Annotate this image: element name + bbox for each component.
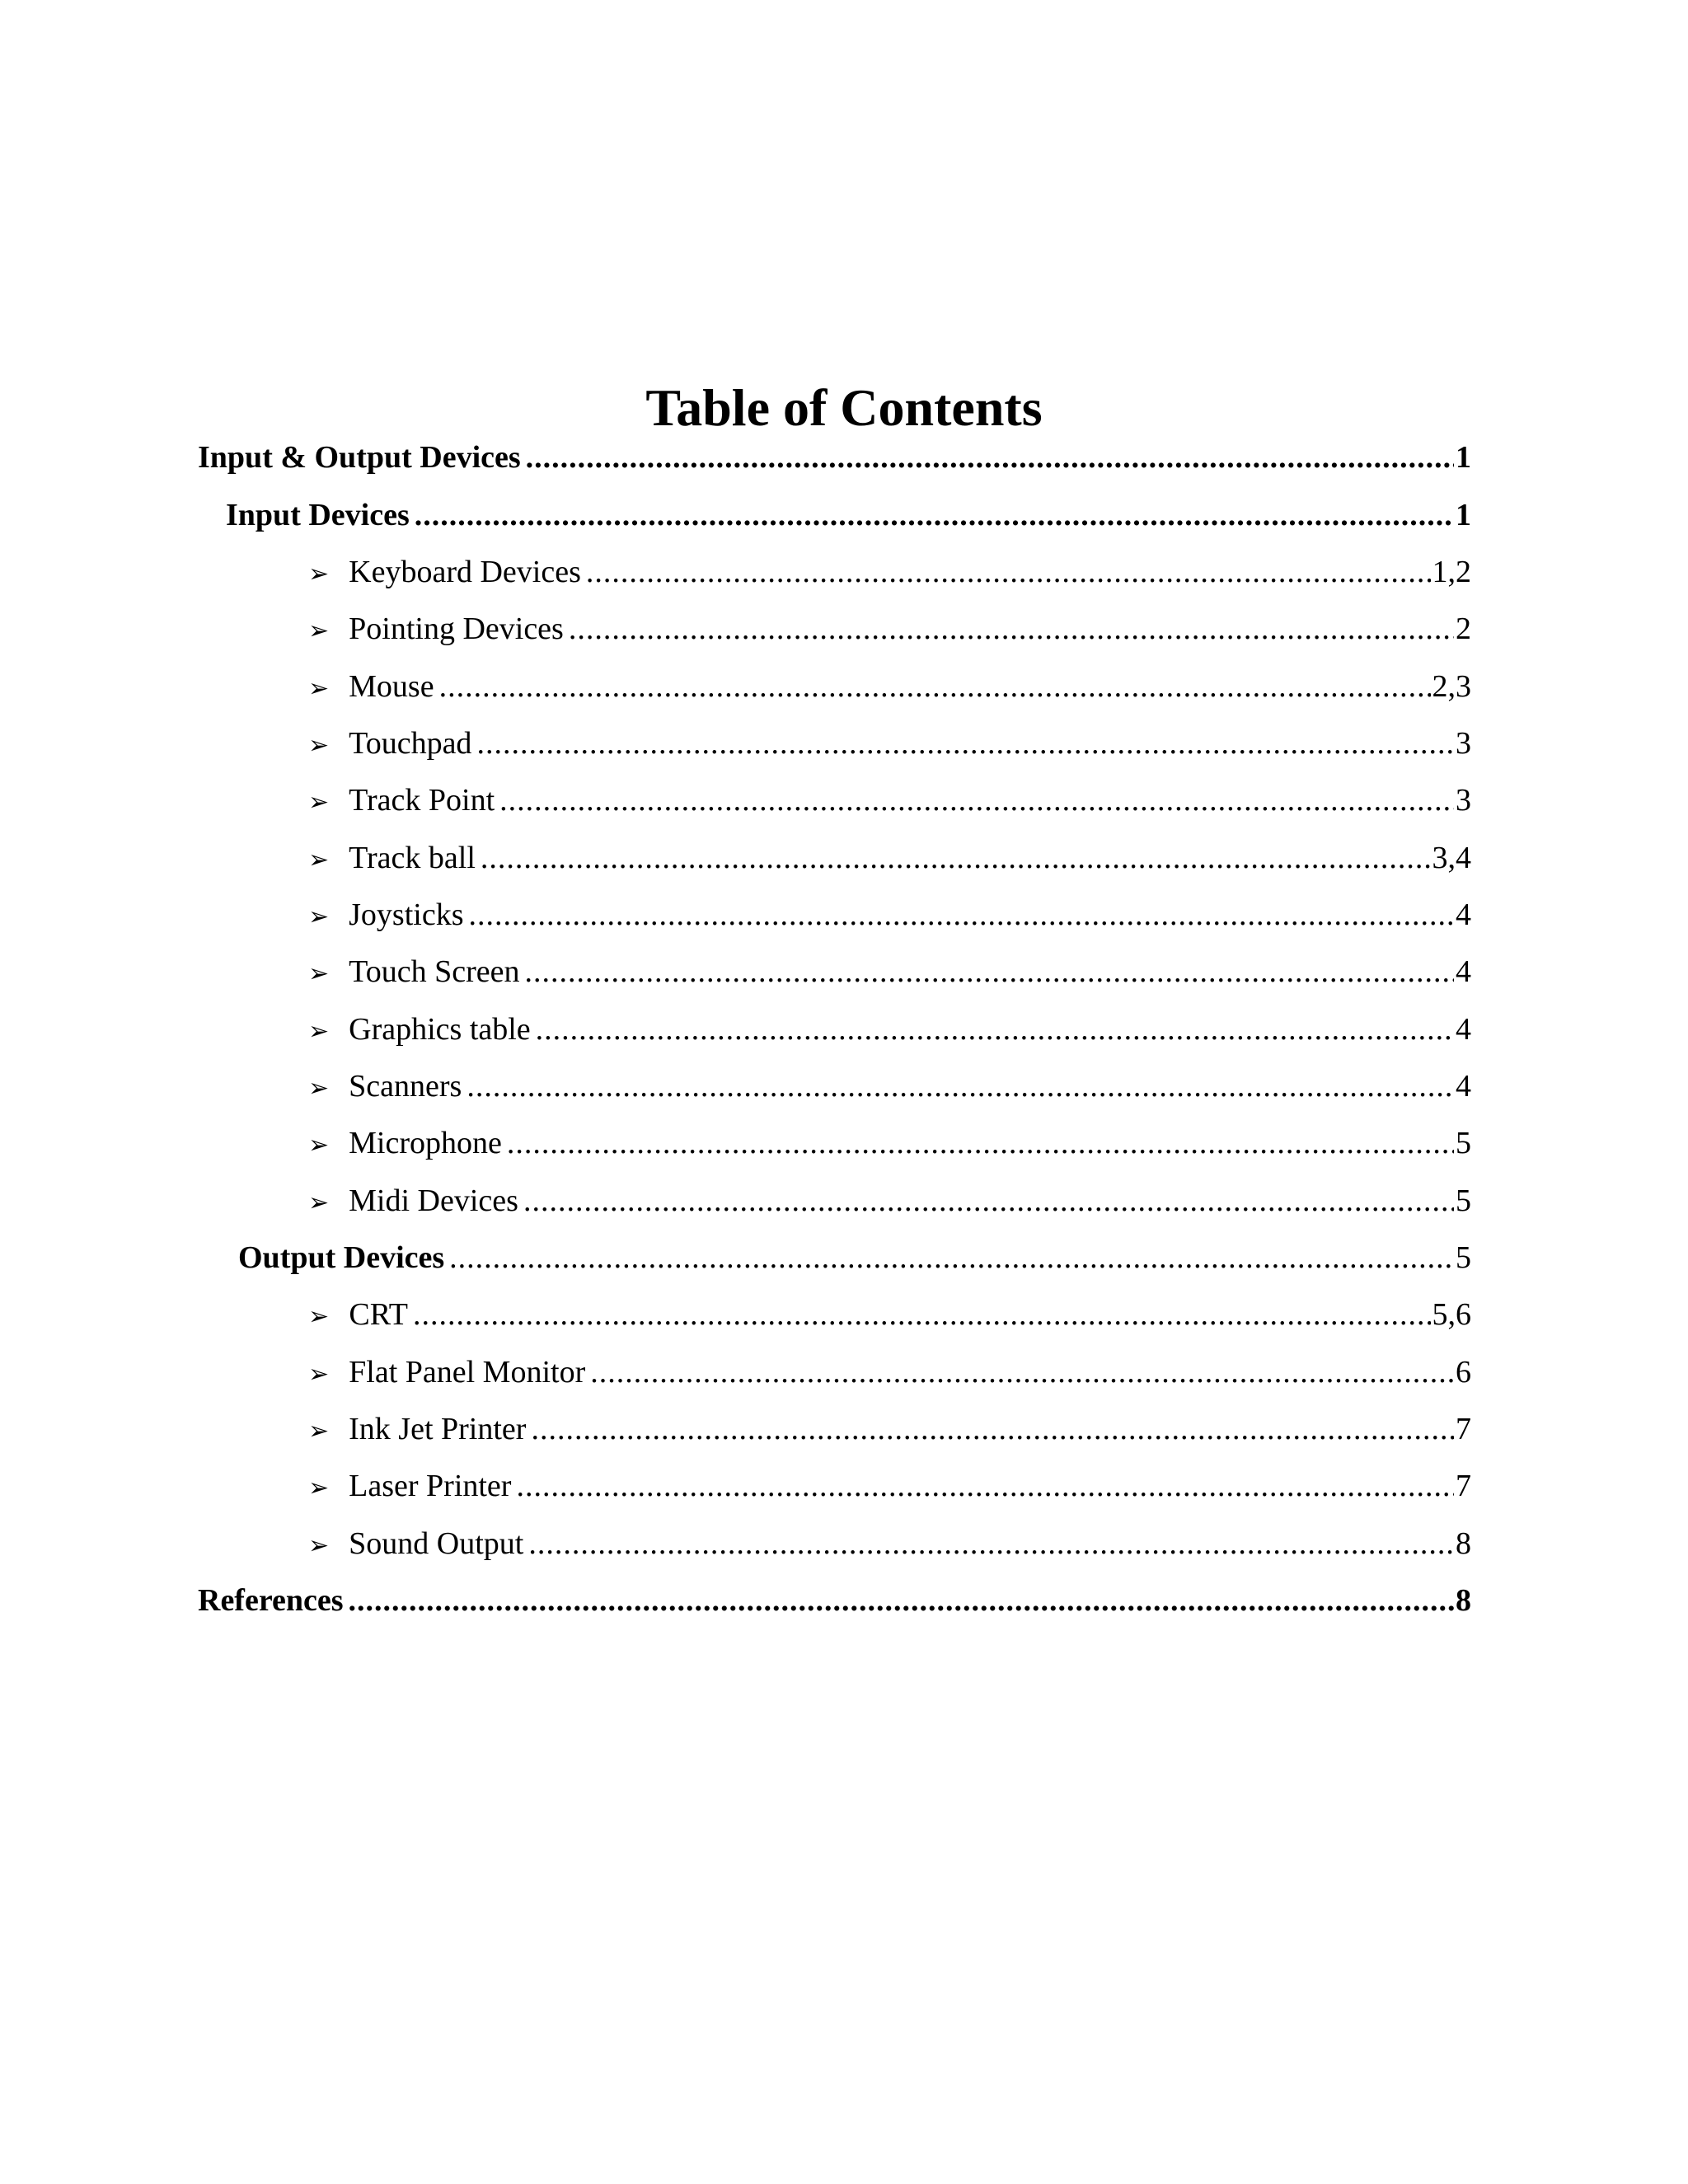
toc-entry-page: 1,2 — [1432, 555, 1471, 589]
toc-entry-keyboard-devices[interactable] — [308, 547, 1471, 597]
toc-entry-label: Touch Screen — [349, 954, 520, 989]
toc-entry-page: 3,4 — [1432, 841, 1471, 875]
toc-entry-page: 2,3 — [1432, 669, 1471, 704]
arrow-bullet-icon: ➢ — [308, 1531, 330, 1560]
arrow-bullet-icon: ➢ — [308, 1302, 330, 1331]
toc-entry-input-devices[interactable] — [226, 490, 1471, 540]
toc-entry-page: 1 — [1456, 440, 1471, 475]
toc-entry-pointing-devices[interactable] — [308, 604, 1471, 654]
arrow-bullet-icon: ➢ — [308, 1017, 330, 1046]
toc-entry-sound-output[interactable] — [308, 1519, 1471, 1568]
toc-entry-label: Joysticks — [349, 898, 464, 932]
toc-entry-flat-panel-monitor[interactable] — [308, 1347, 1471, 1397]
toc-entry-laser-printer[interactable] — [308, 1461, 1471, 1511]
arrow-bullet-icon: ➢ — [308, 1417, 330, 1446]
dot-leader — [481, 833, 1431, 883]
toc-entry-page: 4 — [1456, 1069, 1471, 1104]
toc-entry-page: 3 — [1456, 726, 1471, 761]
toc-entry-page: 7 — [1456, 1469, 1471, 1503]
toc-entry-label: References — [198, 1583, 344, 1618]
arrow-bullet-icon: ➢ — [308, 674, 330, 703]
toc-entry-label: Track Point — [349, 783, 495, 818]
dot-leader — [590, 1347, 1454, 1397]
dot-leader — [523, 1176, 1454, 1226]
dot-leader — [507, 1118, 1454, 1168]
toc-entry-mouse[interactable] — [308, 662, 1471, 711]
toc-entry-page: 2 — [1456, 612, 1471, 646]
toc-entry-label: Graphics table — [349, 1012, 531, 1047]
dot-leader — [413, 1290, 1430, 1339]
toc-entry-label: Mouse — [349, 669, 434, 704]
toc-entry-page: 6 — [1456, 1355, 1471, 1390]
arrow-bullet-icon: ➢ — [308, 560, 330, 588]
toc-entry-input-output-devices[interactable] — [198, 433, 1471, 482]
toc-entry-label: Touchpad — [349, 726, 472, 761]
arrow-bullet-icon: ➢ — [308, 902, 330, 931]
toc-entry-page: 5 — [1456, 1240, 1471, 1275]
toc-entry-page: 5,6 — [1432, 1297, 1471, 1332]
toc-entry-page: 8 — [1456, 1526, 1471, 1561]
dot-leader — [499, 776, 1454, 825]
arrow-bullet-icon: ➢ — [308, 846, 330, 874]
toc-entry-page: 7 — [1456, 1412, 1471, 1446]
arrow-bullet-icon: ➢ — [308, 616, 330, 645]
dot-leader — [586, 547, 1431, 597]
arrow-bullet-icon: ➢ — [308, 959, 330, 988]
toc-entry-track-ball[interactable] — [308, 833, 1471, 883]
toc-entry-label: Laser Printer — [349, 1469, 512, 1503]
toc-entry-graphics-table[interactable] — [308, 1005, 1471, 1054]
toc-entry-output-devices[interactable] — [238, 1233, 1471, 1282]
arrow-bullet-icon: ➢ — [308, 788, 330, 817]
dot-leader — [439, 662, 1431, 711]
dot-leader — [524, 947, 1454, 996]
toc-entry-label: Sound Output — [349, 1526, 524, 1561]
toc-entry-scanners[interactable] — [308, 1062, 1471, 1111]
toc-entry-page: 3 — [1456, 783, 1471, 818]
dot-leader — [349, 1576, 1454, 1625]
toc-entry-ink-jet-printer[interactable] — [308, 1404, 1471, 1454]
dot-leader — [516, 1461, 1454, 1511]
toc-entry-page: 1 — [1456, 498, 1471, 532]
dot-leader — [531, 1404, 1454, 1454]
toc-entry-label: Input Devices — [226, 498, 410, 532]
toc-entry-label: Input & Output Devices — [198, 440, 521, 475]
toc-entry-crt[interactable] — [308, 1290, 1471, 1339]
toc-entry-label: Microphone — [349, 1126, 502, 1160]
dot-leader — [449, 1233, 1454, 1282]
toc-entry-track-point[interactable] — [308, 776, 1471, 825]
dot-leader — [528, 1519, 1454, 1568]
toc-entry-label: Track ball — [349, 841, 476, 875]
toc-entry-page: 5 — [1456, 1126, 1471, 1160]
page-title: Table of Contents — [645, 378, 1043, 437]
arrow-bullet-icon: ➢ — [308, 1474, 330, 1502]
toc-entry-label: Output Devices — [238, 1240, 445, 1275]
arrow-bullet-icon: ➢ — [308, 1131, 330, 1160]
arrow-bullet-icon: ➢ — [308, 1188, 330, 1217]
toc-entry-page: 4 — [1456, 954, 1471, 989]
toc-entry-touchpad[interactable] — [308, 719, 1471, 768]
dot-leader — [569, 604, 1454, 654]
arrow-bullet-icon: ➢ — [308, 731, 330, 760]
toc-entry-page: 5 — [1456, 1183, 1471, 1218]
toc-entry-label: CRT — [349, 1297, 409, 1332]
toc-entry-page: 4 — [1456, 898, 1471, 932]
dot-leader — [536, 1005, 1454, 1054]
dot-leader — [415, 490, 1454, 540]
arrow-bullet-icon: ➢ — [308, 1074, 330, 1103]
arrow-bullet-icon: ➢ — [308, 1360, 330, 1389]
toc-entry-page: 8 — [1456, 1583, 1471, 1618]
toc-entry-label: Pointing Devices — [349, 612, 564, 646]
toc-entry-label: Keyboard Devices — [349, 555, 581, 589]
toc-entry-page: 4 — [1456, 1012, 1471, 1047]
toc-entry-label: Ink Jet Printer — [349, 1412, 527, 1446]
toc-entry-midi-devices[interactable] — [308, 1176, 1471, 1226]
dot-leader — [476, 719, 1454, 768]
dot-leader — [526, 433, 1454, 482]
dot-leader — [469, 890, 1455, 940]
toc-entry-label: Midi Devices — [349, 1183, 518, 1218]
toc-entry-references[interactable] — [198, 1576, 1471, 1625]
toc-entry-joysticks[interactable] — [308, 890, 1471, 940]
toc-entry-label: Flat Panel Monitor — [349, 1355, 586, 1390]
toc-entry-microphone[interactable] — [308, 1118, 1471, 1168]
dot-leader — [467, 1062, 1454, 1111]
toc-entry-touch-screen[interactable] — [308, 947, 1471, 996]
toc-entry-label: Scanners — [349, 1069, 462, 1104]
